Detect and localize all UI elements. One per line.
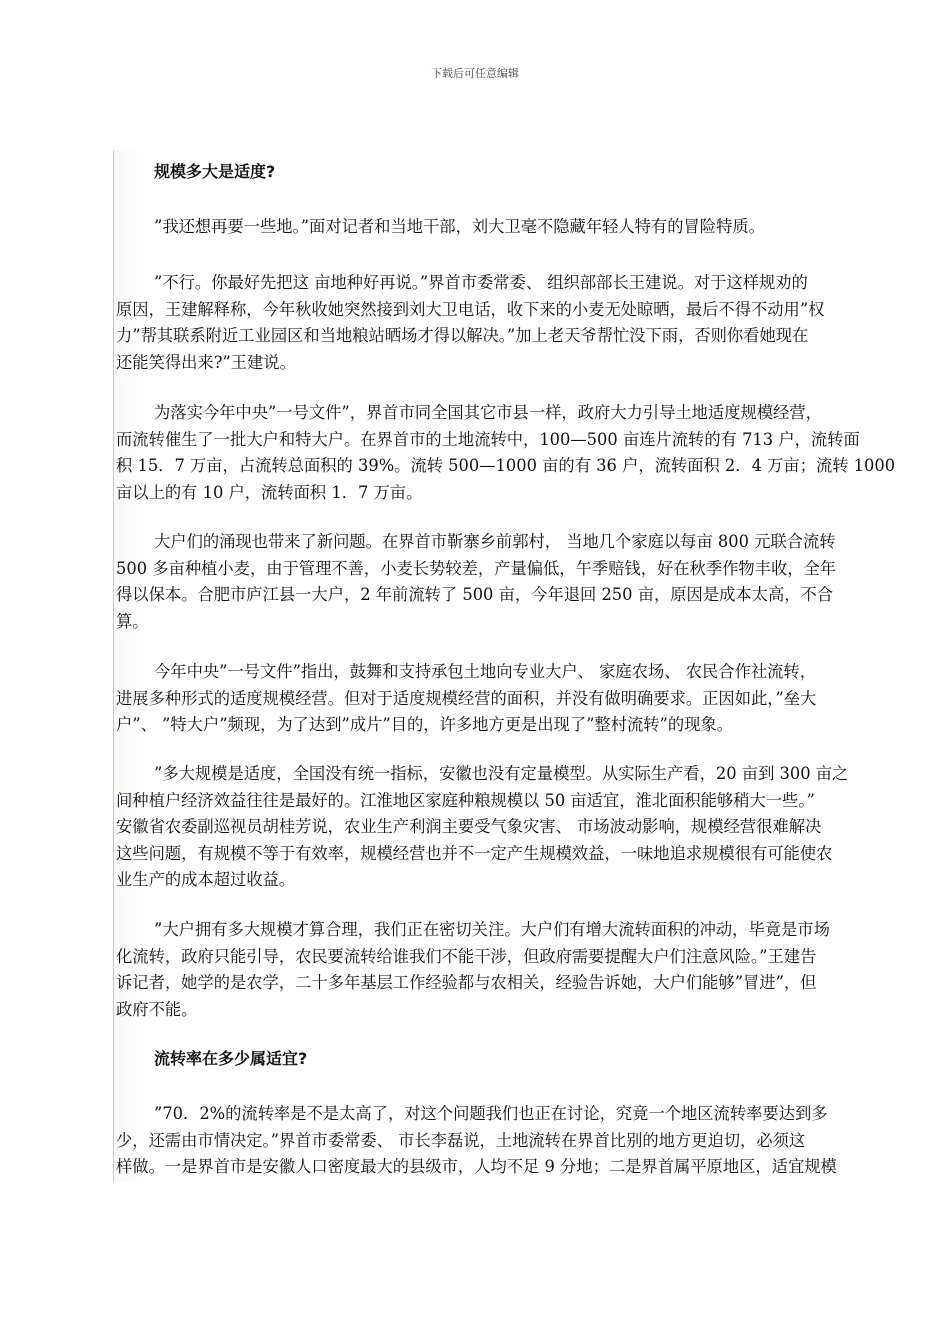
text-line: 诉记者，她学的是农学，二十多年基层工作经验都与农相关，经验告诉她，大户们能够”冒进”，但 [116, 973, 817, 992]
text-line: 算。 [116, 611, 149, 631]
paragraph [116, 917, 950, 1023]
text-line: ”70．2%的流转率是不是太高了，对这个问题我们也正在讨论，究竟一个地区流转率要达到多 [154, 1104, 828, 1123]
text-line: 原因，王建解释称，今年秋收她突然接到刘大卫电话，收下来的小麦无处晾晒，最后不得不动用”权 [116, 299, 825, 319]
section-heading [116, 1046, 950, 1073]
page-header: 下载后可任意编辑 [431, 67, 519, 80]
paragraph [116, 214, 950, 241]
text-line: 今年中央”一号文件”指出，鼓舞和支持承包土地向专业大户、 家庭农场、 农民合作社流转， [154, 662, 816, 681]
text-line: 安徽省农委副巡视员胡桂芳说，农业生产利润主要受气象灾害、 市场波动影响，规模经营很难解决 [116, 817, 822, 836]
text-line: ”多大规模是适度，全国没有统一指标，安徽也没有定量模型。从实际生产看，20 亩到 300 亩之 [154, 764, 849, 783]
text-line: 化流转，政府只能引导，农民要流转给谁我们不能干涉，但政府需要提醒大户们注意风险。”王建告 [116, 946, 817, 966]
text-line: 积 15．7 万亩，占流转总面积的 39%。流转 500—1000 亩的有 36 户，流转面积 2．4 万亩；流转 1000 [116, 456, 896, 475]
text-line: 样做。一是界首市是安徽人口密度最大的县级市，人均不足 9 分地；二是界首属平原地区，适宜规模 [116, 1157, 837, 1176]
paragraph [116, 761, 950, 894]
text-line: 亩以上的有 10 户，流转面积 1．7 万亩。 [116, 482, 423, 502]
text-line: 少，还需由市情决定。”界首市委常委、 市长李磊说，土地流转在界首比别的地方更迫切，必须这 [116, 1130, 806, 1150]
paragraph [116, 400, 950, 506]
text-line: 流转率在多少属适宜? [154, 1049, 308, 1068]
paragraph [116, 1101, 950, 1181]
text-line: 间种植户经济效益往往是最好的。江淮地区家庭种粮规模以 50 亩适宜，淮北面积能够稍大一些。” [116, 790, 815, 810]
text-line: 政府不能。 [116, 999, 198, 1019]
text-line: 户”、 ”特大户”频现，为了达到”成片”目的，许多地方更是出现了”整村流转”的现象。 [116, 715, 734, 734]
section-heading [116, 159, 950, 186]
text-line: 进展多种形式的适度规模经营。但对于适度规模经营的面积，并没有做明确要求。正因如此，”垒大 [116, 688, 817, 708]
text-line: 500 多亩种植小麦，由于管理不善，小麦长势较差，产量偏低，午季赔钱，好在秋季作物丰收，全年 [116, 558, 837, 578]
text-line: 而流转催生了一批大户和特大户。在界首市的土地流转中，100—500 亩连片流转的有 713 户，流转面 [116, 429, 860, 449]
text-line: 大户们的涌现也带来了新问题。在界首市靳寨乡前郭村， 当地几个家庭以每亩 800 元联合流转 [154, 532, 836, 551]
text-line: 这些问题，有规模不等于有效率，规模经营也并不一定产生规模效益，一味地追求规模很有可能使农 [116, 843, 833, 863]
paragraph [116, 659, 950, 739]
text-line: 还能笑得出来?”王建说。 [116, 352, 296, 372]
text-line: ”大户拥有多大规模才算合理，我们正在密切关注。大户们有增大流转面积的冲动，毕竟是市场 [154, 920, 830, 939]
text-line: 力”帮其联系附近工业园区和当地粮站晒场才得以解决。”加上老天爷帮忙没下雨，否则你看她现在 [116, 326, 809, 345]
text-line: 得以保本。合肥市庐江县一大户，2 年前流转了 500 亩，今年退回 250 亩，原因是成本太高，不合 [116, 585, 834, 604]
text-line: 业生产的成本超过收益。 [116, 870, 296, 889]
text-line: 规模多大是适度? [154, 162, 276, 181]
text-line: 为落实今年中央”一号文件”，界首市同全国其它市县一样，政府大力引导土地适度规模经营， [154, 403, 822, 422]
paragraph [116, 529, 950, 635]
document-body [113, 150, 950, 1182]
paragraph [116, 270, 950, 376]
text-line: ”不行。你最好先把这 亩地种好再说。”界首市委常委、 组织部部长王建说。对于这样规劝的 [154, 273, 808, 292]
text-line: ”我还想再要一些地。”面对记者和当地干部，刘大卫毫不隐藏年轻人特有的冒险特质。 [154, 217, 765, 236]
